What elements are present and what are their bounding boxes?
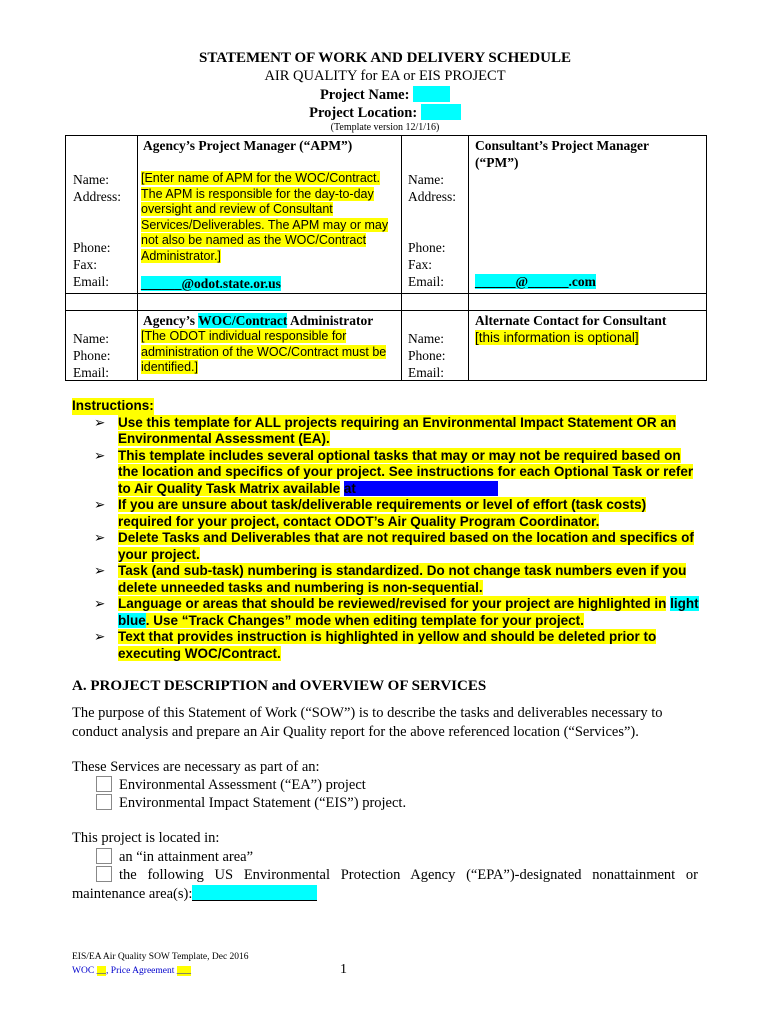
pm-name-label: Name: — [408, 172, 444, 187]
alt-contact-note[interactable]: [this information is optional] — [475, 330, 639, 345]
apm-instructions[interactable]: [Enter name of APM for the WOC/Contract. The APM is responsible for the day-to-day oversight and review of Consultant Services/Deliverables. The APM may or may not also be named as the WOC/Contract Administrator.] — [141, 171, 389, 263]
admin-phone-label: Phone: — [73, 348, 111, 363]
list-item: ➢ Language or areas that should be reviewed/revised for your project are highlighted in light blue. Use “Track Changes” mode when editing template for your project. — [94, 596, 699, 628]
list-item: ➢ Text that provides instruction is highlighted in yellow and should be deleted prior to executing WOC/Contract. — [94, 629, 657, 661]
apm-email-field[interactable]: ______@odot.state.or.us — [141, 276, 281, 291]
alt-contact-header: Alternate Contact for Consultant — [475, 313, 667, 328]
apm-address-label: Address: — [73, 189, 121, 204]
alt-email-label: Email: — [408, 365, 444, 380]
arrow-bullet-icon: ➢ — [94, 530, 106, 545]
ea-checkbox[interactable] — [96, 776, 112, 792]
apm-name-label: Name: — [73, 172, 109, 187]
nonattainment-checkbox[interactable] — [96, 866, 112, 882]
pm-fax-label: Fax: — [408, 257, 433, 272]
admin-email-label: Email: — [73, 365, 109, 380]
arrow-bullet-icon: ➢ — [94, 596, 106, 611]
apm-header: Agency’s Project Manager (“APM”) — [143, 138, 353, 153]
option-attainment: an “in attainment area” — [96, 848, 696, 867]
apm-fax-label: Fax: — [73, 257, 98, 272]
alt-name-label: Name: — [408, 331, 444, 346]
arrow-bullet-icon: ➢ — [94, 563, 106, 578]
list-item: ➢ Use this template for ALL projects requiring an Environmental Impact Statement OR an Environmental Assessment (EA). — [94, 414, 677, 446]
arrow-bullet-icon: ➢ — [94, 414, 106, 430]
template-version: (Template version 12/1/16) — [330, 122, 440, 133]
list-item: ➢ This template includes several optional tasks that may or may not be required based on the location and specifics of your project. See instructions for each Optional Task or refer to Air Quality Task Matrix available at — [94, 447, 694, 496]
apm-phone-label: Phone: — [73, 240, 111, 255]
nonattainment-area-field[interactable] — [192, 885, 317, 901]
arrow-bullet-icon: ➢ — [94, 629, 106, 644]
alt-phone-label: Phone: — [408, 348, 446, 363]
purpose-paragraph: The purpose of this Statement of Work (“SOW”) is to describe the tasks and deliverables necessary to conduct analysis and prepare an Air Quality report for the above referenced location (“Services”). — [72, 705, 663, 740]
pm-email-label: Email: — [408, 274, 444, 289]
option-ea: Environmental Assessment (“EA”) project — [96, 776, 696, 795]
attainment-checkbox[interactable] — [96, 848, 112, 864]
option-eis: Environmental Impact Statement (“EIS”) project. — [96, 794, 696, 813]
pm-phone-label: Phone: — [408, 240, 446, 255]
footer-woc-line: WOC __, Price Agreement ___ — [72, 966, 191, 976]
pm-email-field[interactable]: ______@______.com — [475, 274, 596, 289]
services-intro: These Services are necessary as part of an: — [72, 759, 320, 775]
project-name-field[interactable] — [413, 86, 450, 102]
document-title: STATEMENT OF WORK AND DELIVERY SCHEDULE — [199, 50, 571, 66]
page-number: 1 — [340, 962, 347, 977]
arrow-bullet-icon: ➢ — [94, 497, 106, 512]
option-nonattainment: the following US Environmental Protection Agency (“EPA”)-designated nonattainment or maintenance area(s): — [72, 867, 698, 902]
list-item: ➢ Task (and sub-task) numbering is standardized. Do not change task numbers even if you delete unneeded tasks and numbering is non-sequential. — [94, 563, 687, 595]
list-item: ➢ If you are unsure about task/deliverable requirements or level of effort (task costs) required for your project, contact ODOT’s Air Quality Program Coordinator. — [94, 497, 647, 529]
pm-header: Consultant’s Project Manager (“PM”) — [475, 138, 649, 170]
page-footer — [72, 950, 249, 978]
project-location-line — [0, 104, 770, 122]
eis-checkbox[interactable] — [96, 794, 112, 810]
instructions-list — [72, 415, 702, 663]
located-intro: This project is located in: — [72, 830, 220, 846]
admin-instructions[interactable]: [The ODOT individual responsible for administration of the WOC/Contract must be identified.] — [141, 329, 387, 375]
list-item: ➢ Delete Tasks and Deliverables that are not required based on the location and specifics of your project. — [94, 530, 694, 562]
footer-template-name: EIS/EA Air Quality SOW Template, Dec 2016 — [72, 952, 249, 962]
contacts-table — [65, 135, 707, 381]
project-location-field[interactable] — [421, 104, 461, 120]
admin-header: Agency’s WOC/Contract Administrator — [143, 313, 374, 328]
project-name-label: Project Name: — [319, 87, 410, 103]
project-name-line — [0, 86, 770, 104]
task-matrix-link[interactable]: at — [344, 481, 498, 496]
admin-name-label: Name: — [73, 331, 109, 346]
project-location-label: Project Location: — [309, 105, 418, 121]
instructions-block — [72, 398, 702, 662]
section-a-heading: A. PROJECT DESCRIPTION and OVERVIEW OF SERVICES — [72, 678, 487, 694]
apm-email-label: Email: — [73, 274, 109, 289]
instructions-label: Instructions: — [72, 398, 154, 413]
document-subtitle: AIR QUALITY for EA or EIS PROJECT — [264, 68, 506, 84]
pm-address-label: Address: — [408, 189, 456, 204]
arrow-bullet-icon: ➢ — [94, 447, 106, 463]
